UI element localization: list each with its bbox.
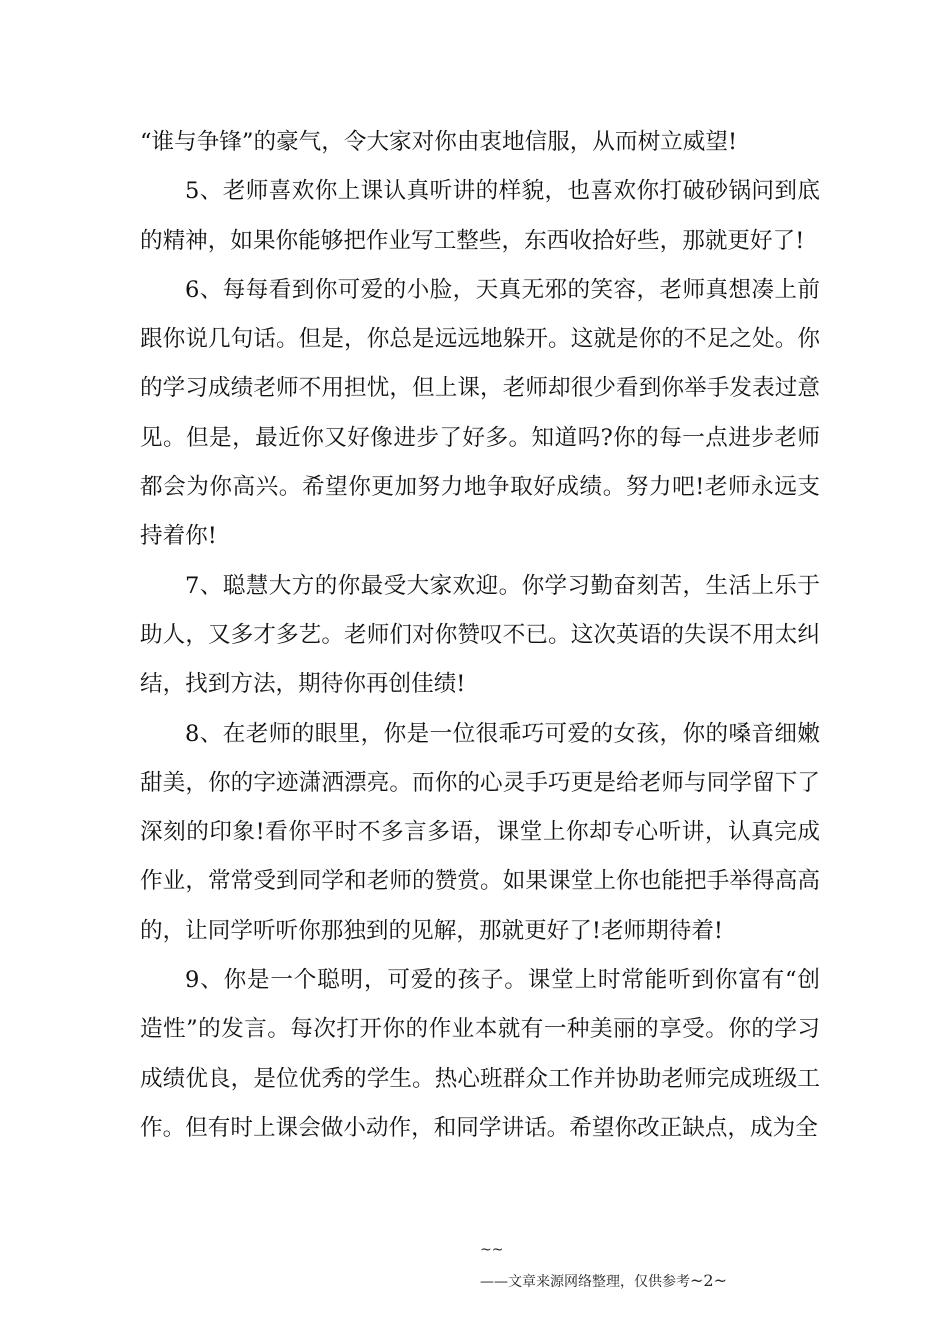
paragraph-continuation: “谁与争锋”的豪气，令大家对你由衷地信服，从而树立威望! bbox=[140, 129, 738, 155]
footer-mark: ~~ bbox=[480, 1242, 504, 1258]
paragraph-comment-6: 6、每每看到你可爱的小脸，天真无邪的笑容，老师真想凑上前跟你说几句话。但是，你总是远远地躲开。这就是你的不足之处。你的学习成绩老师不用担忧，但上课，老师却很少看到你举手发表过意见。但是，最近你又好像进步了好多。知道吗?你的每一点进步老师都会为你高兴。希望你更加努力地争取好成绩。努力吧!老师永远支持着你! bbox=[140, 276, 820, 550]
paragraph-comment-7: 7、聪慧大方的你最受大家欢迎。你学习勤奋刻苦，生活上乐于助人，又多才多艺。老师们对你赞叹不已。这次英语的失误不用太纠结，找到方法，期待你再创佳绩! bbox=[140, 572, 820, 698]
paragraph-comment-5: 5、老师喜欢你上课认真听讲的样貌，也喜欢你打破砂锅问到底的精神，如果你能够把作业写工整些，东西收拾好些，那就更好了! bbox=[140, 178, 820, 254]
document-body bbox=[140, 118, 820, 1153]
page-number: ~2~ bbox=[690, 1271, 727, 1290]
footer-source-text: ——文章来源网络整理，仅供参考 bbox=[480, 1274, 690, 1290]
paragraph-comment-8: 8、在老师的眼里，你是一位很乖巧可爱的女孩，你的嗓音细嫩甜美，你的字迹潇洒漂亮。而你的心灵手巧更是给老师与同学留下了深刻的印象!看你平时不多言多语，课堂上你却专心听讲，认真完成作业，常常受到同学和老师的赞赏。如果课堂上你也能把手举得高高的，让同学听听你那独到的见解，那就更好了!老师期待着! bbox=[140, 720, 820, 944]
paragraph-comment-9: 9、你是一个聪明，可爱的孩子。课堂上时常能听到你富有“创造性”的发言。每次打开你的作业本就有一种美丽的享受。你的学习成绩优良，是位优秀的学生。热心班群众工作并协助老师完成班级工作。但有时上课会做小动作，和同学讲话。希望你改正缺点，成为全 bbox=[140, 967, 820, 1141]
footer-note bbox=[480, 1272, 727, 1291]
